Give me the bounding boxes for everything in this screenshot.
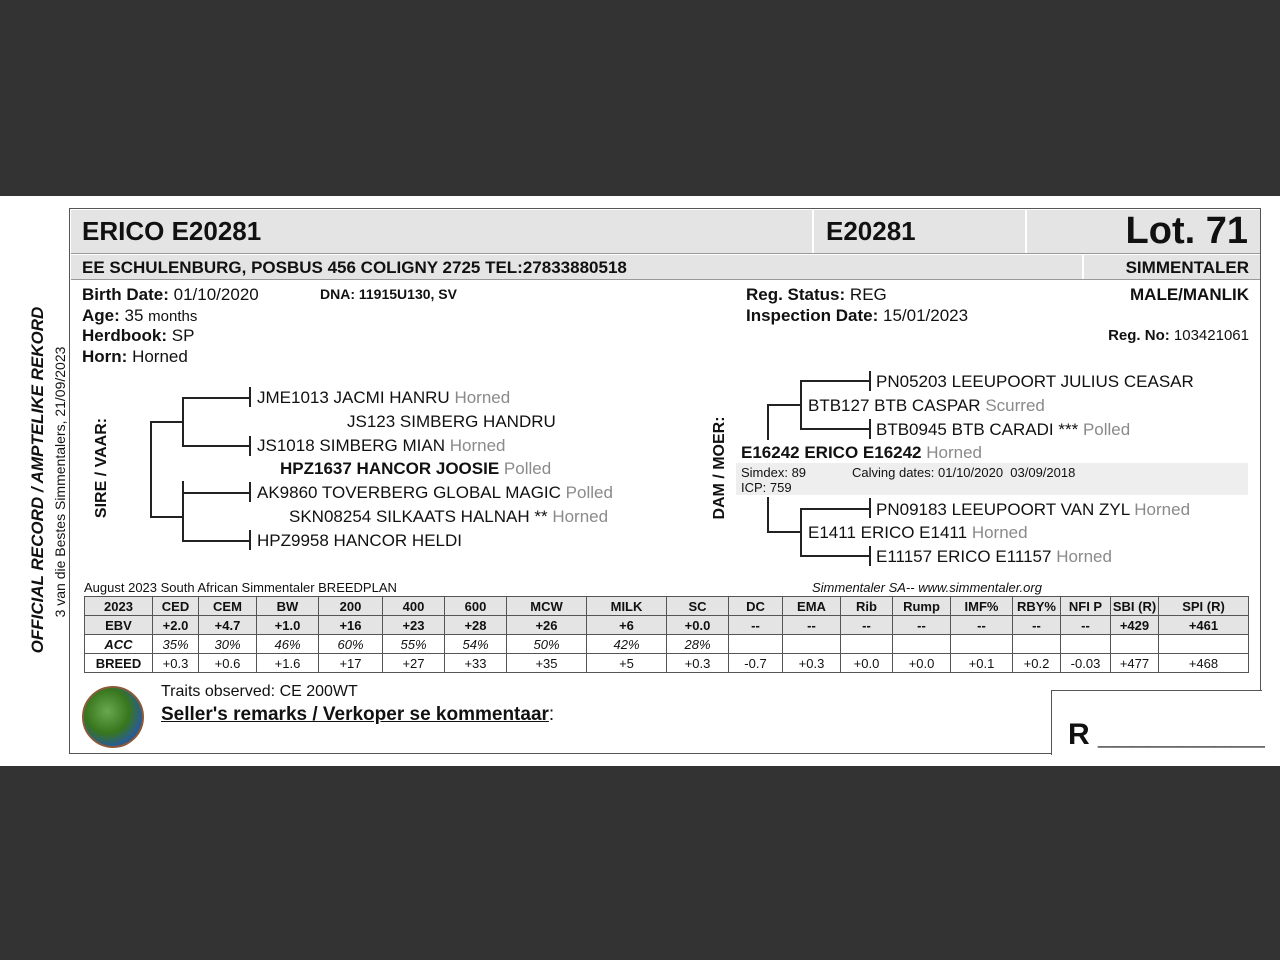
pedigree-line xyxy=(249,530,251,550)
breedplan-caption: August 2023 South African Simmentaler BREEDPLAN xyxy=(84,580,397,595)
pedigree-line xyxy=(182,397,250,399)
ancestor-name: E16242 ERICO E16242 xyxy=(741,443,922,462)
breedplan-cell: +1.6 xyxy=(257,654,319,673)
breedplan-source: Simmentaler SA-- www.simmentaler.org xyxy=(812,580,1042,595)
breedplan-header-cell: BW xyxy=(257,597,319,616)
ancestor-name: JS1018 SIMBERG MIAN xyxy=(257,436,446,455)
breedplan-cell: 42% xyxy=(587,635,667,654)
breedplan-cell: +33 xyxy=(445,654,507,673)
pedigree-line xyxy=(800,555,870,557)
breedplan-cell xyxy=(1111,635,1159,654)
breedplan-header-cell: 400 xyxy=(383,597,445,616)
breedplan-cell: +429 xyxy=(1111,616,1159,635)
reg-no-label: Reg. No: xyxy=(1108,327,1170,344)
ancestor-horn: Horned xyxy=(1056,547,1112,566)
breedplan-cell xyxy=(1013,635,1061,654)
animal-name: ERICO E20281 xyxy=(82,216,262,246)
breedplan-cell: +0.2 xyxy=(1013,654,1061,673)
breedplan-cell: +0.3 xyxy=(667,654,729,673)
horn-status xyxy=(82,347,188,367)
breedplan-header-cell: IMF% xyxy=(951,597,1013,616)
breedplan-cell xyxy=(1061,635,1111,654)
breedplan-header-cell: MILK xyxy=(587,597,667,616)
pedigree-line xyxy=(182,397,184,446)
dam-dam-dam xyxy=(876,547,1112,567)
sire-label: SIRE / VAAR: xyxy=(93,417,110,519)
age-label: Age: xyxy=(82,306,120,325)
sale-source-label: 3 van die Bestes Simmentalers, 21/09/2023 xyxy=(52,346,68,618)
breedplan-cell: +35 xyxy=(507,654,587,673)
divider xyxy=(1082,255,1084,279)
dam-simdex: Simdex: 89 xyxy=(741,465,807,480)
breedplan-header-cell: SBI (R) xyxy=(1111,597,1159,616)
breedplan-cell: -- xyxy=(783,616,841,635)
sire xyxy=(280,459,551,479)
dam-calving-dates: Calving dates: 01/10/2020 03/09/2018 xyxy=(852,465,1076,480)
breedplan-header-cell: Rump xyxy=(893,597,951,616)
breedplan-cell: +28 xyxy=(445,616,507,635)
pedigree-line xyxy=(869,419,871,439)
breedplan-header-row xyxy=(85,597,1249,616)
dna-info: DNA: 11915U130, SV xyxy=(320,286,457,302)
pedigree-line xyxy=(182,445,250,447)
sire-dam-sire xyxy=(257,483,613,503)
breedplan-cell: +0.1 xyxy=(951,654,1013,673)
reg-number xyxy=(1108,327,1249,344)
ancestor-name: BTB0945 BTB CARADI *** xyxy=(876,420,1079,439)
ancestor-horn: Polled xyxy=(565,483,613,502)
lot-number: Lot. 71 xyxy=(1125,210,1248,252)
ancestor-name: SKN08254 SILKAATS HALNAH ** xyxy=(289,507,548,526)
inspection-date xyxy=(746,306,968,326)
breedplan-header-cell: RBY% xyxy=(1013,597,1061,616)
ancestor-name: HPZ9958 HANCOR HELDI xyxy=(257,531,463,550)
dam-label: DAM / MOER: xyxy=(711,416,728,520)
pedigree-line xyxy=(767,404,769,440)
breedplan-header-cell: EMA xyxy=(783,597,841,616)
breedplan-cell: 28% xyxy=(667,635,729,654)
breedplan-cell: +0.0 xyxy=(667,616,729,635)
breedplan-cell xyxy=(783,635,841,654)
sellers-remarks xyxy=(161,704,554,726)
pedigree-line xyxy=(800,508,802,556)
breedplan-header-cell: 600 xyxy=(445,597,507,616)
pedigree-line xyxy=(767,404,801,406)
pedigree-line xyxy=(869,546,871,566)
official-record-label: OFFICIAL RECORD / AMPTELIKE REKORD xyxy=(28,306,47,654)
price-field[interactable]: R __________ xyxy=(1068,718,1265,751)
reg-status-label: Reg. Status: xyxy=(746,285,846,304)
breedplan-cell: -0.03 xyxy=(1061,654,1111,673)
breedplan-header-cell: SC xyxy=(667,597,729,616)
breedplan-cell: +0.3 xyxy=(153,654,199,673)
breedplan-cell: +461 xyxy=(1159,616,1249,635)
breedplan-header-cell: NFI P xyxy=(1061,597,1111,616)
breedplan-header-cell: CEM xyxy=(199,597,257,616)
breedplan-header-cell: CED xyxy=(153,597,199,616)
breedplan-cell: +0.0 xyxy=(893,654,951,673)
breedplan-cell: 35% xyxy=(153,635,199,654)
sire-dam xyxy=(289,507,608,527)
breedplan-cell: +4.7 xyxy=(199,616,257,635)
divider xyxy=(812,210,814,253)
sellers-remarks-colon: : xyxy=(548,704,555,725)
dam-dam-sire xyxy=(876,500,1190,520)
pedigree-line xyxy=(249,436,251,456)
breedplan-cell: +0.3 xyxy=(783,654,841,673)
pedigree-line xyxy=(150,421,152,517)
breedplan-cell: -- xyxy=(729,616,783,635)
reg-status xyxy=(746,285,887,305)
ancestor-name: PN05203 LEEUPOORT JULIUS CEASAR xyxy=(876,372,1194,391)
breedplan-row-label: EBV xyxy=(85,616,153,635)
breedplan-cell: -- xyxy=(841,616,893,635)
sire-dam-dam xyxy=(257,531,462,551)
herdbook-label: Herdbook: xyxy=(82,326,167,345)
ancestor-name: BTB127 BTB CASPAR xyxy=(808,396,981,415)
age-unit: months xyxy=(148,308,198,325)
pedigree-line xyxy=(800,508,870,510)
pedigree-line xyxy=(869,498,871,518)
pedigree-line xyxy=(800,428,870,430)
breedplan-cell: -- xyxy=(1061,616,1111,635)
pedigree-line xyxy=(182,492,250,494)
breedplan-cell: 30% xyxy=(199,635,257,654)
sire-sire xyxy=(347,412,556,432)
ancestor-name: JME1013 JACMI HANRU xyxy=(257,388,450,407)
sire-sire-dam xyxy=(257,436,506,456)
breedplan-table xyxy=(84,596,1249,673)
breedplan-cell: -- xyxy=(951,616,1013,635)
herdbook xyxy=(82,326,194,346)
breedplan-cell: +6 xyxy=(587,616,667,635)
breedplan-cell: 46% xyxy=(257,635,319,654)
simmentaler-logo xyxy=(82,686,144,748)
pedigree-line xyxy=(182,481,184,541)
pedigree-line xyxy=(182,540,250,542)
dam xyxy=(741,443,982,463)
ancestor-horn: Polled xyxy=(1082,420,1131,439)
sellers-remarks-label: Seller's remarks / Verkoper se kommentaar xyxy=(161,704,549,725)
breedplan-cell: -- xyxy=(893,616,951,635)
birth-date-value: 01/10/2020 xyxy=(173,285,259,304)
breedplan-cell: 55% xyxy=(383,635,445,654)
pedigree-line xyxy=(800,380,870,382)
breedplan-header-cell: DC xyxy=(729,597,783,616)
breedplan-cell: +2.0 xyxy=(153,616,199,635)
pedigree-line xyxy=(767,497,769,533)
breedplan-cell: 54% xyxy=(445,635,507,654)
pedigree-line xyxy=(150,421,182,423)
animal-id: E20281 xyxy=(826,216,916,246)
reg-no-value: 103421061 xyxy=(1173,327,1249,344)
breedplan-cell xyxy=(951,635,1013,654)
breedplan-cell xyxy=(1159,635,1249,654)
ancestor-horn: Polled xyxy=(503,459,552,478)
breedplan-row-acc xyxy=(85,635,1249,654)
pedigree-line xyxy=(249,387,251,407)
age-value: 35 xyxy=(124,306,144,325)
breedplan-row-breed xyxy=(85,654,1249,673)
dam-sire-dam xyxy=(876,420,1130,440)
breedplan-cell: +468 xyxy=(1159,654,1249,673)
dam-icp: ICP: 759 xyxy=(741,480,792,495)
breedplan-cell: +5 xyxy=(587,654,667,673)
breedplan-cell: 60% xyxy=(319,635,383,654)
age xyxy=(82,306,197,326)
breedplan-cell: -0.7 xyxy=(729,654,783,673)
breedplan-cell: 50% xyxy=(507,635,587,654)
pedigree-line xyxy=(869,371,871,391)
dam-sire xyxy=(808,396,1045,416)
ancestor-name: E1411 ERICO E1411 xyxy=(808,523,968,542)
ancestor-horn: Horned xyxy=(454,388,511,407)
breedplan-cell: +27 xyxy=(383,654,445,673)
breedplan-cell: +1.0 xyxy=(257,616,319,635)
breedplan-row-label: BREED xyxy=(85,654,153,673)
ancestor-horn: Horned xyxy=(449,436,506,455)
sex: MALE/MANLIK xyxy=(1130,285,1249,304)
breedplan-header-cell: 2023 xyxy=(85,597,153,616)
breedplan-cell: +0.6 xyxy=(199,654,257,673)
ancestor-name: E11157 ERICO E11157 xyxy=(876,547,1052,566)
pedigree-line xyxy=(800,380,802,430)
horn-value: Horned xyxy=(132,347,188,366)
pedigree-line xyxy=(249,482,251,502)
ancestor-name: JS123 SIMBERG HANDRU xyxy=(347,412,556,431)
breedplan-cell: +17 xyxy=(319,654,383,673)
herdbook-value: SP xyxy=(171,326,195,345)
dam-dam xyxy=(808,523,1028,543)
birth-date xyxy=(82,285,259,305)
breedplan-cell: +0.0 xyxy=(841,654,893,673)
breedplan-cell: +16 xyxy=(319,616,383,635)
traits-observed: Traits observed: CE 200WT xyxy=(161,683,358,700)
inspection-value: 15/01/2023 xyxy=(882,306,969,325)
breedplan-header-cell: 200 xyxy=(319,597,383,616)
owner-address: EE SCHULENBURG, POSBUS 456 COLIGNY 2725 TEL:27833880518 xyxy=(82,258,627,277)
breedplan-header-cell: SPI (R) xyxy=(1159,597,1249,616)
ancestor-name: HPZ1637 HANCOR JOOSIE xyxy=(280,459,500,478)
ancestor-horn: Horned xyxy=(971,523,1028,542)
breedplan-header-cell: Rib xyxy=(841,597,893,616)
breedplan-cell: +477 xyxy=(1111,654,1159,673)
dam-sire-sire xyxy=(876,372,1194,392)
breedplan-cell: +26 xyxy=(507,616,587,635)
divider xyxy=(1025,210,1027,253)
breedplan-cell: -- xyxy=(1013,616,1061,635)
ancestor-name: AK9860 TOVERBERG GLOBAL MAGIC xyxy=(257,483,561,502)
horn-label: Horn: xyxy=(82,347,128,366)
pedigree-line xyxy=(767,531,801,533)
sire-sire-sire xyxy=(257,388,510,408)
breedplan-row-label: ACC xyxy=(85,635,153,654)
ancestor-horn: Horned xyxy=(926,443,983,462)
breedplan-cell xyxy=(729,635,783,654)
breedplan-header-cell: MCW xyxy=(507,597,587,616)
breedplan-row-ebv xyxy=(85,616,1249,635)
breedplan-cell: +23 xyxy=(383,616,445,635)
ancestor-horn: Scurred xyxy=(985,396,1045,415)
birth-date-label: Birth Date: xyxy=(82,285,169,304)
reg-status-value: REG xyxy=(849,285,887,304)
ancestor-horn: Horned xyxy=(1134,500,1191,519)
breedplan-cell xyxy=(893,635,951,654)
pedigree-line xyxy=(150,516,182,518)
breed-name: SIMMENTALER xyxy=(1125,258,1249,277)
breedplan-cell xyxy=(841,635,893,654)
inspection-label: Inspection Date: xyxy=(746,306,879,325)
ancestor-horn: Horned xyxy=(552,507,609,526)
ancestor-name: PN09183 LEEUPOORT VAN ZYL xyxy=(876,500,1130,519)
